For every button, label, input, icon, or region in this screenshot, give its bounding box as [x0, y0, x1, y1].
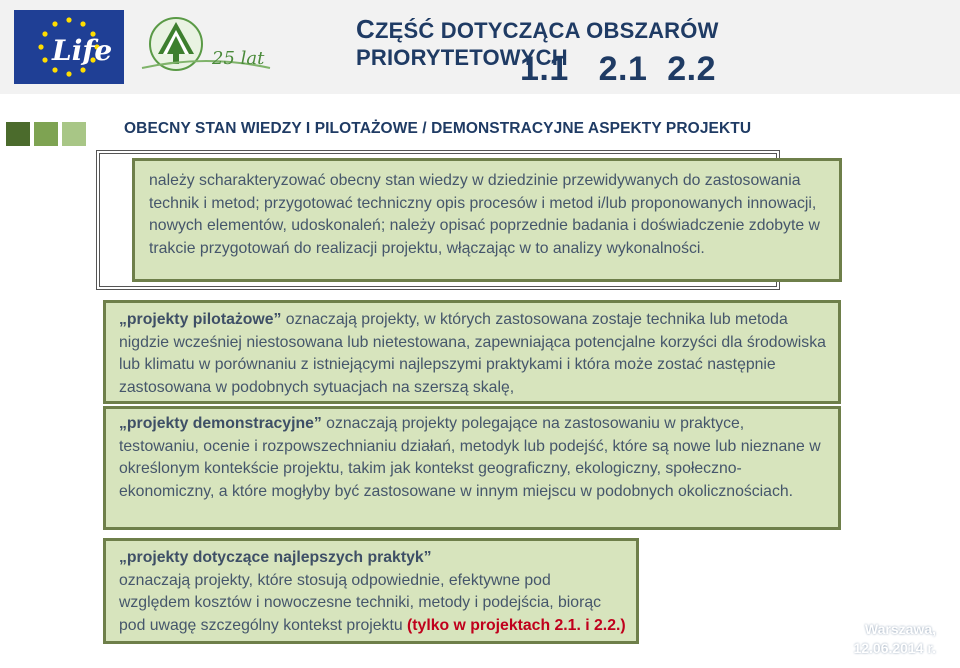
demonstration-projects-box	[103, 406, 841, 530]
footer-place-date	[853, 620, 936, 658]
square-dark	[6, 122, 30, 146]
pilot-term: „projekty pilotażowe”	[119, 311, 282, 328]
eu-life-logo	[14, 10, 124, 84]
footer-place: Warszawa,	[864, 621, 936, 637]
anniversary-text: 25 lat	[212, 48, 265, 69]
square-medium	[34, 122, 58, 146]
square-light	[62, 122, 86, 146]
best-practice-highlight: (tylko w projektach 2.1. i 2.2.)	[407, 616, 626, 634]
best-practice-box	[103, 538, 639, 644]
demonstration-term: „projekty demonstracyjne”	[119, 415, 322, 432]
best-practice-term: „projekty dotyczące najlepszych praktyk”	[119, 549, 432, 566]
page-title-initial: C	[356, 14, 375, 44]
intro-box	[132, 158, 842, 282]
priority-areas-title: 1.1 2.1 2.2	[520, 50, 717, 88]
footer-date: 12.06.2014 r.	[853, 640, 936, 656]
pilot-projects-box	[103, 300, 841, 404]
life-logo-text: Life	[52, 34, 113, 67]
demonstration-text: oznaczają projekty polegające na zastosowaniu w praktyce, testowaniu, ocenie i rozpowszechnianiu działań, metodyk lub podejść, które są nowe lub nieznane w określonym kontekście projektu, takim jak kontekst geograficzny, ekologiczny, społeczno-ekonomiczny, a które mogłyby być zastosowane w innym miejscu w podobnych okolicznościach.	[119, 415, 821, 500]
section-heading: OBECNY STAN WIEDZY I PILOTAŻOWE / DEMONSTRACYJNE ASPEKTY PROJEKTU	[124, 120, 752, 137]
page-title-rest: ZĘŚĆ DOTYCZĄCA OBSZARÓW PRIORYTETOWYCH	[356, 18, 719, 70]
pilot-text: oznaczają projekty, w których zastosowana zostaje technika lub metoda nigdzie wcześniej niestosowana lub nietestowana, zapewniająca potencjalne korzyści dla środowiska lub klimatu w porównaniu z istniejącymi najlepszymi praktykami i która może zostać następnie zastosowana w podobnych sytuacjach na szerszą skalę,	[119, 311, 826, 396]
best-practice-text: oznaczają projekty, które stosują odpowiednie, efektywne pod względem kosztów i nowoczesne techniki, metody i podejścia, biorąc pod uwagę szczególny kontekst projektu	[119, 571, 602, 634]
intro-text: należy scharakteryzować obecny stan wiedzy w dziedzinie przewidywanych do zastosowania technik i metod; przygotować techniczny opis procesów i metod i/lub proponowanych innowacji, nowych elementów, udoskonaleń; należy opisać poprzednie badania i doświadczenie zdobyte w trakcie przygotowań do realizacji projektu, włączając w to analizy wykonalności.	[149, 172, 820, 257]
